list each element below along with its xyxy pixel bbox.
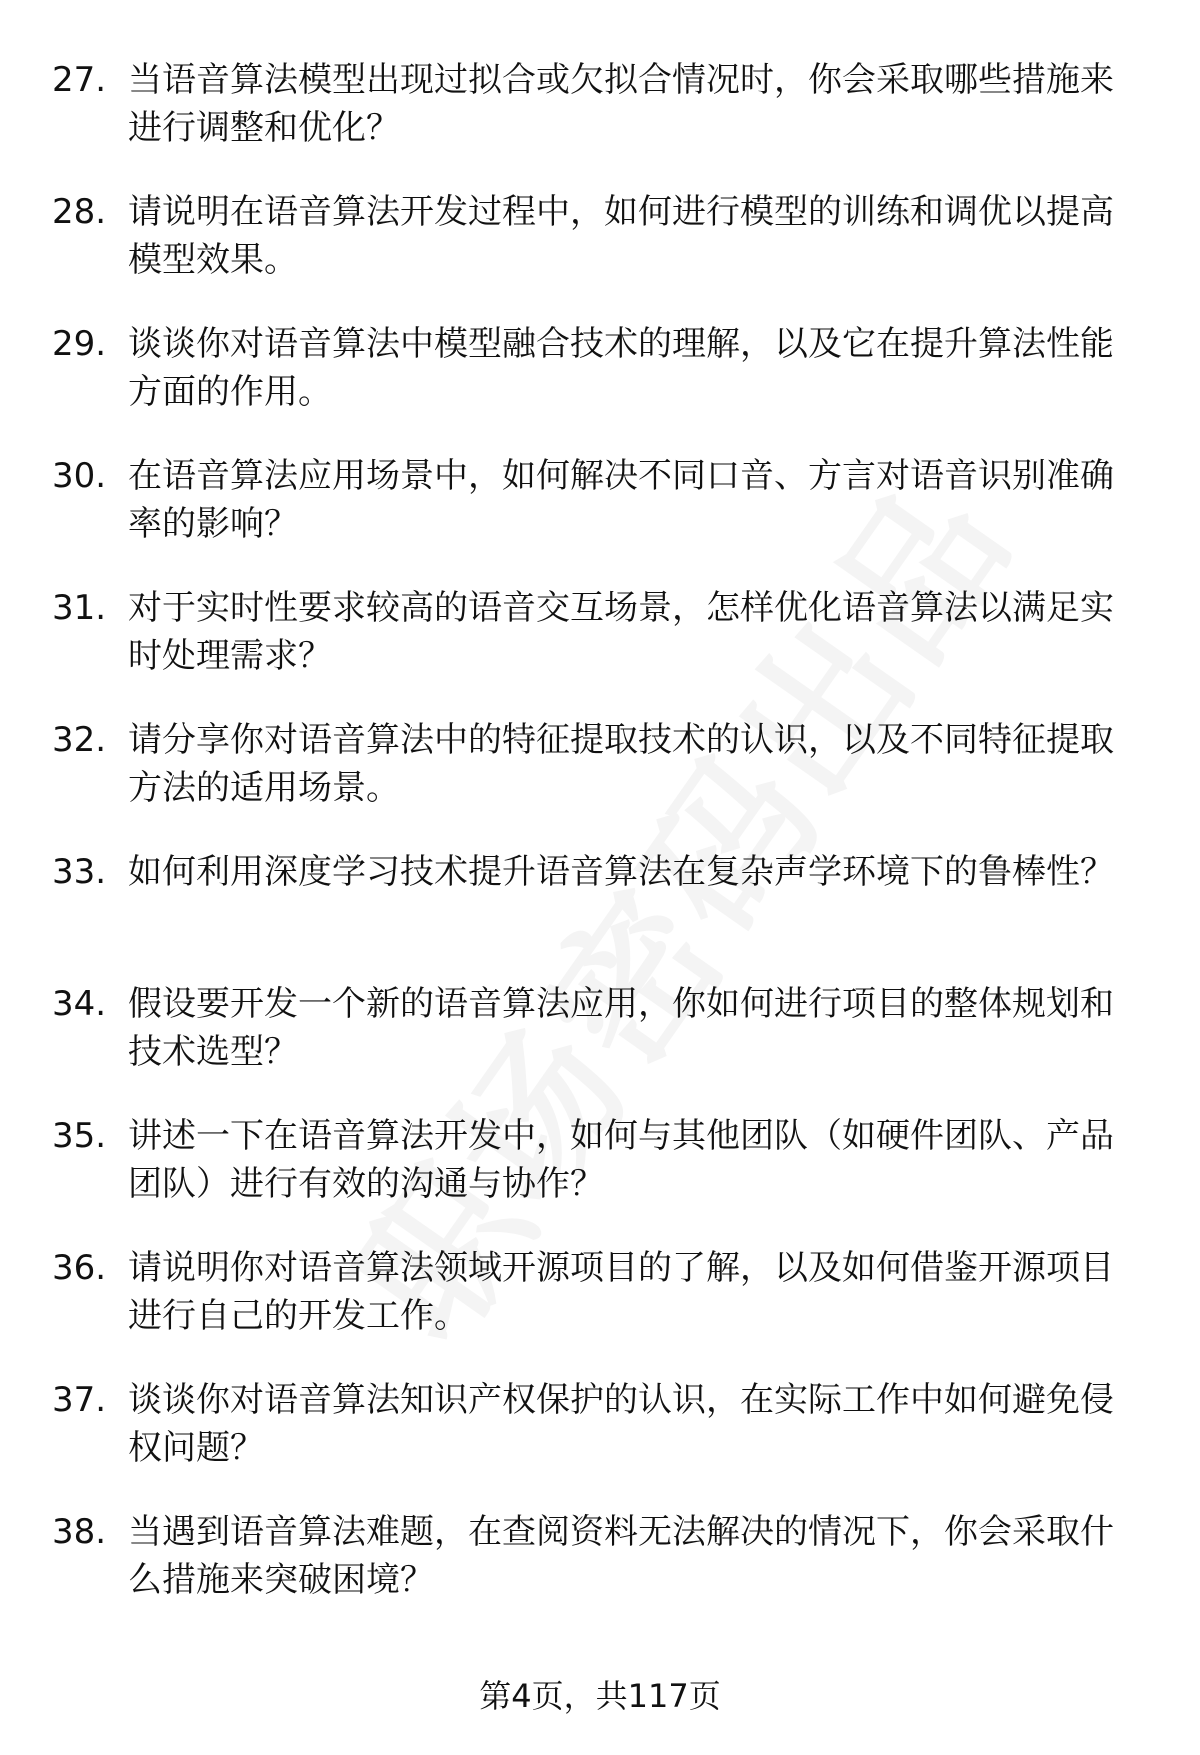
question-number: 35. bbox=[52, 1116, 107, 1156]
question-item-31 bbox=[0, 584, 1200, 716]
question-text: 请说明你对语音算法领域开源项目的了解，以及如何借鉴开源项目进行自己的开发工作。 bbox=[128, 1248, 1114, 1336]
question-list bbox=[0, 56, 1200, 1640]
question-text: 谈谈你对语音算法知识产权保护的认识，在实际工作中如何避免侵权问题？ bbox=[128, 1380, 1114, 1468]
question-number: 30. bbox=[52, 456, 107, 496]
question-text: 请分享你对语音算法中的特征提取技术的认识，以及不同特征提取方法的适用场景。 bbox=[128, 720, 1114, 808]
question-number: 27. bbox=[52, 60, 107, 100]
question-number: 34. bbox=[52, 984, 107, 1024]
question-item-27 bbox=[0, 56, 1200, 188]
question-number: 33. bbox=[52, 852, 107, 892]
question-item-29 bbox=[0, 320, 1200, 452]
question-number: 36. bbox=[52, 1248, 107, 1288]
question-item-30 bbox=[0, 452, 1200, 584]
question-item-36 bbox=[0, 1244, 1200, 1376]
question-text: 请说明在语音算法开发过程中，如何进行模型的训练和调优以提高模型效果。 bbox=[128, 192, 1114, 280]
question-number: 32. bbox=[52, 720, 107, 760]
question-number: 31. bbox=[52, 588, 107, 628]
question-number: 37. bbox=[52, 1380, 107, 1420]
question-text: 当遇到语音算法难题，在查阅资料无法解决的情况下，你会采取什么措施来突破困境？ bbox=[128, 1512, 1114, 1600]
question-text: 谈谈你对语音算法中模型融合技术的理解，以及它在提升算法性能方面的作用。 bbox=[128, 324, 1114, 412]
question-item-33 bbox=[0, 848, 1200, 980]
question-item-38 bbox=[0, 1508, 1200, 1640]
question-text: 在语音算法应用场景中，如何解决不同口音、方言对语音识别准确率的影响？ bbox=[128, 456, 1114, 544]
question-item-37 bbox=[0, 1376, 1200, 1508]
question-item-32 bbox=[0, 716, 1200, 848]
question-number: 29. bbox=[52, 324, 107, 364]
question-item-28 bbox=[0, 188, 1200, 320]
question-text: 当语音算法模型出现过拟合或欠拟合情况时，你会采取哪些措施来进行调整和优化？ bbox=[128, 60, 1114, 148]
question-text: 假设要开发一个新的语音算法应用，你如何进行项目的整体规划和技术选型？ bbox=[128, 984, 1114, 1072]
question-number: 38. bbox=[52, 1512, 107, 1552]
page-number-footer: 第4页，共117页 bbox=[479, 1677, 721, 1715]
question-text: 讲述一下在语音算法开发中，如何与其他团队（如硬件团队、产品团队）进行有效的沟通与协作？ bbox=[128, 1116, 1114, 1204]
question-number: 28. bbox=[52, 192, 107, 232]
question-item-35 bbox=[0, 1112, 1200, 1244]
question-item-34 bbox=[0, 980, 1200, 1112]
question-text: 对于实时性要求较高的语音交互场景，怎样优化语音算法以满足实时处理需求？ bbox=[128, 588, 1114, 676]
question-text: 如何利用深度学习技术提升语音算法在复杂声学环境下的鲁棒性？ bbox=[128, 852, 1114, 892]
